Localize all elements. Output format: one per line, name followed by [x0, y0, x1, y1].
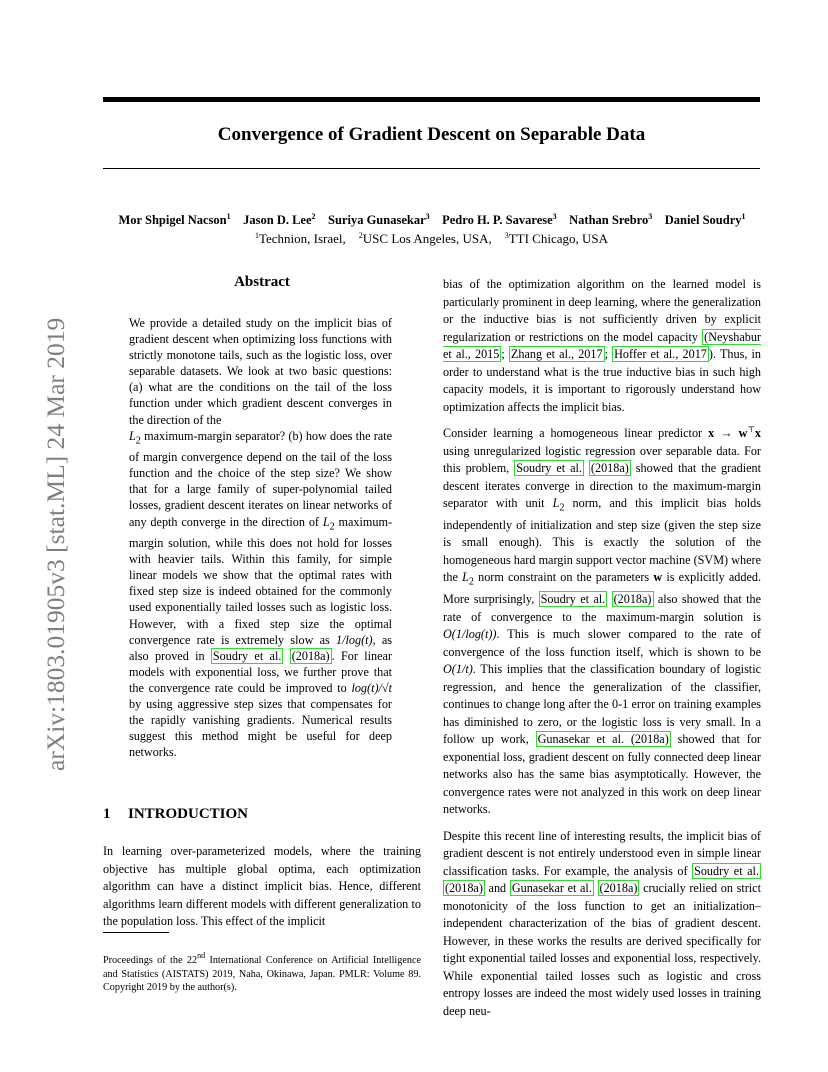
- title-rule: [103, 168, 760, 169]
- right-column: [443, 276, 761, 1029]
- intro-text: In learning over-parameterized models, where the training objective has multiple global optima, each optimization algorithm can have a distinct implicit bias. Hence, different algorithms learn different models with different generalization to the population loss. This effect of the implicit: [103, 844, 421, 928]
- footnote-rule: [103, 932, 169, 933]
- citation-link[interactable]: Zhang et al., 2017: [510, 347, 603, 361]
- abstract-section: [103, 272, 421, 760]
- author: Daniel Soudry$^1$: [664, 212, 746, 227]
- citation-link[interactable]: (2018a): [445, 881, 483, 896]
- citation-link[interactable]: (Neyshabur et al., 2015: [443, 329, 761, 361]
- footnote: Proceedings of the 22nd International Conference on Artificial Intelligence and Statistics (AISTATS) 2019, Naha, Okinawa, Japan. PMLR: Volume 89. Copyright 2019 by the author(s).: [103, 951, 421, 993]
- citation-link[interactable]: (2018a): [599, 881, 638, 896]
- author-list: [60, 213, 804, 228]
- abstract-text: We provide a detailed study on the implicit bias of gradient descent when optimizing loss functions with strictly monotone tails, such as the logistic loss, over separable datasets. We look at two basic questions: (a) what are the conditions on the tail of the loss function under which gradient descent converges in the direction of the $L_2$ maximum-margin separator? (b) how does the rate of margin convergence depend on the tail of the loss function and the choice of the step size? We show that for a large family of super-polynomial tailed losses, gradient descent iterates on linear networks of any depth converge in the direction of $L_2$ maximum-margin solution, while this does not hold for losses with heavier tails. Within this family, for simple linear models we show that the optimal rates with fixed step size is indeed obtained for the commonly used exponentially tailed losses such as logistic loss. However, with a fixed step size the optimal convergence rate is extremely slow as 1/log(t), as also proved in Soudry et al. (2018a) . For linear models with exponential loss, we further prove that the convergence rate could be improved to log(t)/√t by using aggressive step sizes that compensates for the rapidly vanishing gradients. Numerical results suggest this method might be useful for deep networks.: [129, 316, 393, 760]
- arxiv-stamp: arXiv:1803.01905v3 [stat.ML] 24 Mar 2019: [41, 317, 70, 771]
- citation-link[interactable]: Hoffer et al., 2017: [614, 347, 707, 361]
- citation-link[interactable]: (2018a): [291, 648, 330, 663]
- affiliations: $^1$Technion, Israel, $^2$USC Los Angeles, USA, $^3$TTI Chicago, USA: [254, 231, 609, 246]
- citation-link[interactable]: Soudry et al.: [516, 461, 582, 475]
- paper-title: Convergence of Gradient Descent on Separable Data: [217, 124, 646, 145]
- paragraph: Consider learning a homogeneous linear predictor x → w⊤x using unregularized logistic regression over separable data. For this problem, Soudry et al. (2018a) showed that the gradient descent iterates converge in direction to the maximum-margin separator with unit $L_2$ norm, and this implicit bias holds independently of initialization and step size (given the step size is small enough). This is exactly the solution of the homogeneous hard margin support vector machine (SVM) where the $L_2$ norm constraint on the parameters w is explicitly added. More surprisingly, Soudry et al. (2018a) also showed that the rate of convergence to the maximum-margin solution is O(1/log(t)). This is much slower compared to the rate of convergence of the loss function itself, which is shown to be O(1/t). This implies that the classification boundary of logistic regression, and hence the generalization of the classifier, continues to change long after the 0-1 error on training examples has diminished to zero, or the logistic loss is very small. In a follow up work, Gunasekar et al. (2018a) showed that for exponential loss, gradient descent on fully connected deep linear networks also has the same bias asymptotically. However, the convergence rates were not analyzed in this work on deep linear networks.: [443, 425, 762, 817]
- citation-link[interactable]: (2018a): [590, 461, 629, 475]
- author: Mor Shpigel Nacson$^1$: [118, 212, 231, 227]
- author: Pedro H. P. Savarese$^3$: [442, 212, 557, 227]
- author: Jason D. Lee$^2$: [243, 212, 316, 227]
- citation-link[interactable]: Gunasekar et al. (2018a): [537, 732, 669, 747]
- abstract-heading: Abstract: [234, 274, 290, 290]
- citation-link[interactable]: Gunasekar et al.: [511, 881, 592, 896]
- citation-link[interactable]: Soudry et al.: [694, 863, 759, 878]
- section-heading-introduction: 1 INTRODUCTION: [103, 806, 249, 822]
- top-rule: [103, 97, 760, 102]
- paragraph: Despite this recent line of interesting results, the implicit bias of gradient descent is not entirely understood even in simple linear classification tasks. For example, the analysis of Soudry et al. (2018a) and Gunasekar et al. (2018a) crucially relied on strict monotonicity of the loss function to get an initialization–independent characterization of the bias of gradient descent. However, in these works the results are derived specifically for tight exponential tailed losses and exponential loss, respectively. While exponential tailed losses such as logistic and cross entropy losses are indeed the most widely used losses in training deep neu-: [443, 828, 761, 1018]
- author: Nathan Srebro$^3$: [569, 212, 653, 227]
- paragraph: bias of the optimization algorithm on the learned model is particularly prominent in deep learning, where the generalization or the inductive bias is not sufficiently driven by explicit regularization or restrictions on the model capacity (Neyshabur et al., 2015 ; Zhang et al., 2017 ; Hoffer et al., 2017 ). Thus, in order to understand what is the true inductive bias in such high capacity models, it is important to rigorously understand how optimization affects the implicit bias.: [443, 277, 761, 414]
- citation-link[interactable]: Soudry et al.: [212, 648, 282, 663]
- citation-link[interactable]: (2018a): [613, 592, 652, 607]
- citation-link[interactable]: Soudry et al.: [540, 592, 606, 607]
- author: Suriya Gunasekar$^3$: [328, 212, 430, 227]
